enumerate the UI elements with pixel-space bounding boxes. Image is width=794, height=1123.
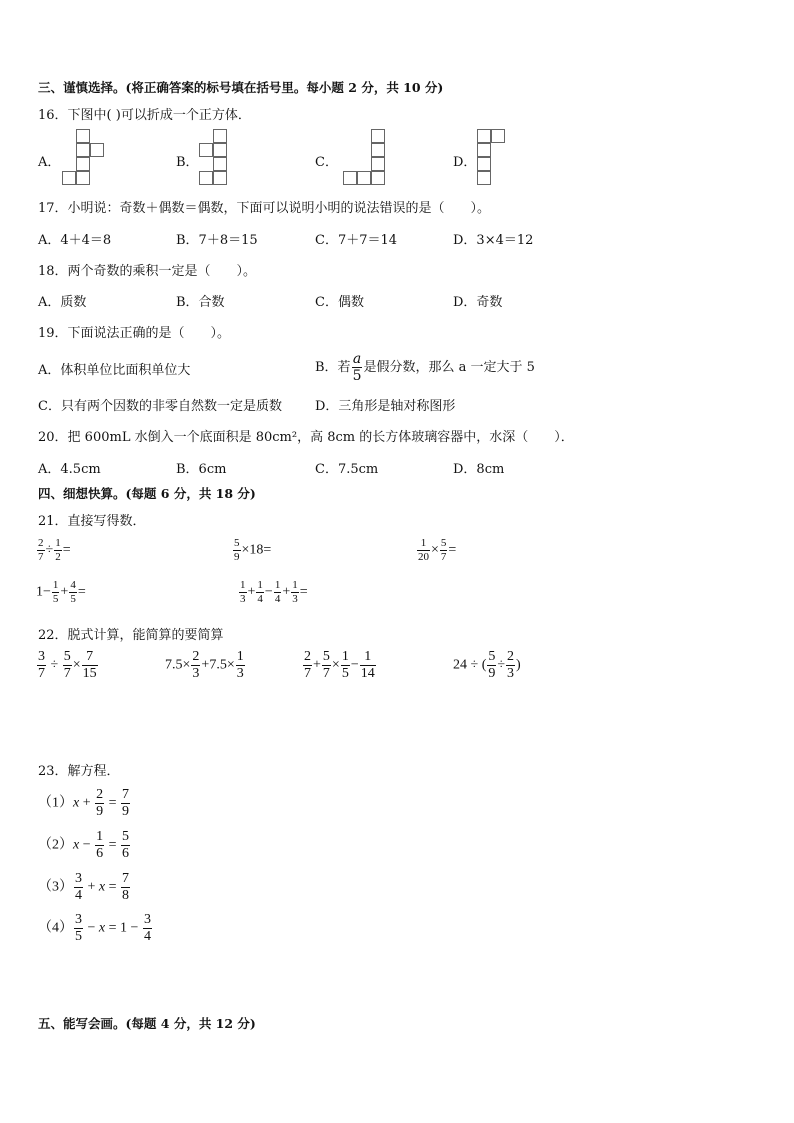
q23-equation-3: （3） $\frac{3}{4}$ + x = $\frac{7}{8}$ (38, 871, 130, 903)
q23-equation-1: （1）x + $\frac{2}{9}$ = $\frac{7}{9}$ (38, 787, 130, 819)
q22-item-3: $\frac{2}{7}$ + $\frac{5}{7}$ × $\frac{1}{5}$ − $\frac{1}{14}$ (304, 649, 375, 681)
q20-option-b: B．6cm (176, 462, 227, 477)
q21-item-4: 1− $\frac{1}{5}$ + $\frac{4}{5}$ = (36, 579, 86, 605)
q16-option-d: D． (453, 155, 477, 170)
q17-option-b: B．7＋8＝15 (176, 233, 258, 248)
q20-option-d: D．8cm (453, 462, 505, 477)
q18-option-b: B．合数 (176, 295, 225, 310)
section-3-title: 三、谨慎选择。(将正确答案的标号填在括号里。每小题 2 分，共 10 分) (38, 80, 444, 95)
question-21-stem: 21．直接写得数． (38, 514, 146, 529)
question-22-stem: 22．脱式计算，能简算的要简算 (38, 628, 224, 643)
q21-item-3: $\frac{1}{20}$ × $\frac{5}{7}$ = (418, 537, 457, 563)
question-19-stem: 19．下面说法正确的是（ ）。 (38, 326, 231, 341)
q20-option-a: A．4.5cm (38, 462, 101, 477)
question-23-stem: 23．解方程． (38, 764, 120, 779)
section-5-title: 五、能写会画。(每题 4 分，共 12 分) (38, 1016, 256, 1031)
q19-option-b-suffix: 是假分数，那么 a 一定大于 5 (363, 360, 535, 375)
q17-option-d: D．3×4＝12 (453, 233, 534, 248)
q19-option-c: C．只有两个因数的非零自然数一定是质数 (38, 399, 282, 414)
question-18-stem: 18．两个奇数的乘积一定是（ ）。 (38, 264, 257, 279)
q21-item-2: $\frac{5}{9}$ ×18= (234, 537, 272, 563)
q18-option-d: D．奇数 (453, 295, 503, 310)
q22-item-2: 7.5× $\frac{2}{3}$ +7.5× $\frac{1}{3}$ (165, 649, 244, 681)
q19-option-d: D．三角形是轴对称图形 (315, 399, 456, 414)
q20-option-c: C．7.5cm (315, 462, 379, 477)
q23-equation-4: （4） $\frac{3}{5}$ − x = 1 − $\frac{3}{4}$ (38, 912, 151, 944)
q16-option-b: B． (176, 155, 199, 170)
question-16-stem: 16．下图中( )可以折成一个正方体． (38, 108, 251, 123)
q18-option-a: A．质数 (38, 295, 87, 310)
q17-option-c: C．7＋7＝14 (315, 233, 398, 248)
q21-item-5: $\frac{1}{3}$ + $\frac{1}{4}$ − $\frac{1}{4}$ + $\frac{1}{3}$ = (240, 579, 308, 605)
q22-item-1: $\frac{3}{7}$ ÷ $\frac{5}{7}$ × $\frac{7}{15}$ (38, 649, 97, 681)
q16-option-a: A． (38, 155, 61, 170)
q21-item-1: $\frac{2}{7}$ ÷ $\frac{1}{2}$ = (38, 537, 71, 563)
q19-option-b (315, 352, 535, 383)
q19-option-a: A．体积单位比面积单位大 (38, 363, 191, 378)
q17-option-a: A．4＋4＝8 (38, 233, 112, 248)
q18-option-c: C．偶数 (315, 295, 364, 310)
q16-option-c: C． (315, 155, 338, 170)
q22-item-4: 24 ÷ ( $\frac{5}{9}$ ÷ $\frac{2}{3}$ ) (453, 649, 521, 681)
question-20-stem: 20．把 600mL 水倒入一个底面积是 80cm²，高 8cm 的长方体玻璃容器中，水深（ ）． (38, 430, 574, 445)
q19-option-b-prefix: B．若 (315, 360, 351, 375)
q23-equation-2: （2）x − $\frac{1}{6}$ = $\frac{5}{6}$ (38, 829, 130, 861)
q19-fraction: $\frac{a}{5}$ (352, 351, 362, 384)
question-17-stem: 17．小明说：奇数＋偶数＝偶数，下面可以说明小明的说法错误的是（ ）。 (38, 201, 491, 216)
section-4-title: 四、细想快算。(每题 6 分，共 18 分) (38, 486, 256, 501)
